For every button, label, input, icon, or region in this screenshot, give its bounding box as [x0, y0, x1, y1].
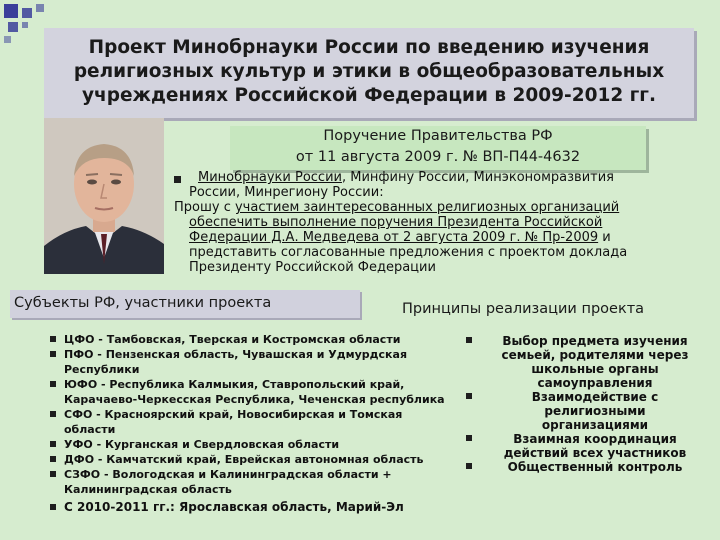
- order-text: [174, 170, 704, 275]
- order-request-underlined: участием заинтересованных религиозных организаций: [234, 200, 620, 215]
- list-item: СФО - Красноярский край, Новосибирская и Томская области: [50, 407, 450, 437]
- title-line: Проект Минобрнауки России по введению изучения: [88, 37, 650, 58]
- list-item: ЦФО - Тамбовская, Тверская и Костромская области: [50, 332, 450, 347]
- principle-line: Общественный контроль: [507, 460, 683, 474]
- title-line: учреждениях Российской Федерации в 2009-2012 гг.: [82, 85, 656, 106]
- list-item: [466, 334, 706, 390]
- list-item: УФО - Курганская и Свердловская области: [50, 437, 450, 452]
- portrait-photo: [44, 118, 164, 274]
- principle-line: школьные органы: [531, 362, 659, 376]
- list-item: ЮФО - Республика Калмыкия, Ставропольский край,: [50, 377, 450, 392]
- list-item: [466, 432, 706, 460]
- corner-square: [8, 22, 18, 32]
- principle-line: религиозными: [544, 404, 646, 418]
- principle-line: Взаимная координация: [513, 432, 677, 446]
- title-line: религиозных культур и этики в общеобразовательных: [73, 61, 665, 82]
- list-item-continuation: Республики: [64, 363, 140, 376]
- order-heading-line2: от 11 августа 2009 г. № ВП-П44-4632: [295, 149, 581, 165]
- portrait-illustration: [44, 118, 164, 274]
- corner-square: [36, 4, 44, 12]
- principles-heading: Принципы реализации проекта: [402, 301, 645, 317]
- list-item-continuation: Карачаево-Черкесская Республика, Чеченская республика: [64, 393, 445, 406]
- subjects-heading: Субъекты РФ, участники проекта: [14, 295, 272, 311]
- list-item: [466, 390, 706, 432]
- order-request-underlined: обеспечить выполнение поручения Президента Российской: [189, 215, 603, 230]
- order-addressee-line: России, Минрегиону России:: [189, 185, 384, 200]
- order-heading-line1: Поручение Правительства РФ: [323, 128, 553, 144]
- list-item: ДФО - Камчатский край, Еврейская автономная область: [50, 452, 450, 467]
- list-item-continuation: Калининградская область: [64, 483, 232, 496]
- principle-line: Выбор предмета изучения: [502, 334, 688, 348]
- principle-line: семьей, родителями через: [501, 348, 689, 362]
- regions-list: [50, 332, 450, 515]
- principle-line: самоуправления: [537, 376, 653, 390]
- list-item: С 2010-2011 гг.: Ярославская область, Марий-Эл: [50, 500, 450, 515]
- list-item: ПФО - Пензенская область, Чувашская и Удмурдская: [50, 347, 450, 362]
- order-addressee-rest: , Минфину России, Минэкономразвития: [341, 170, 614, 185]
- list-item: СЗФО - Вологодская и Калининградская области +: [50, 467, 450, 482]
- slide-title: [44, 36, 694, 108]
- order-request-tail: и: [598, 230, 611, 245]
- corner-square: [22, 8, 32, 18]
- principle-line: Взаимодействие с: [531, 390, 659, 404]
- corner-square: [4, 36, 11, 43]
- order-request-lead: Прошу с: [174, 200, 235, 215]
- corner-square: [4, 4, 18, 18]
- list-item: [466, 460, 706, 474]
- corner-square: [22, 22, 28, 28]
- order-request-line: Президенту Российской Федерации: [189, 260, 436, 275]
- principles-list: [466, 334, 706, 474]
- order-request-line: представить согласованные предложения с проектом доклада: [189, 245, 628, 260]
- order-request-underlined: Федерации Д.А. Медведева от 2 августа 2009 г. № Пр-2009: [189, 230, 599, 245]
- principle-line: организациями: [541, 418, 649, 432]
- order-addressee-ministry: Минобрнауки России: [198, 170, 342, 185]
- principle-line: действий всех участников: [503, 446, 687, 460]
